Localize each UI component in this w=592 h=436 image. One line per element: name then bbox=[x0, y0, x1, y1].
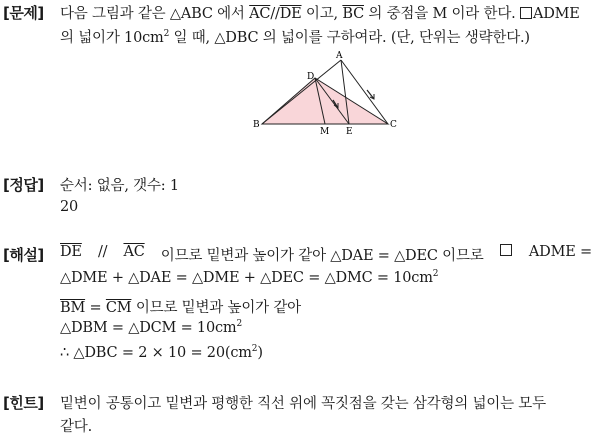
segment-name: $\overline{AC}$ bbox=[249, 6, 271, 22]
text-run: ADME = bbox=[528, 244, 592, 260]
hint-line-2: 같다. bbox=[60, 419, 93, 435]
text-run: 다음 그림과 같은 △ABC 에서 bbox=[60, 6, 250, 22]
segment-name: $\overline{CM}$ bbox=[105, 300, 132, 316]
text-run: // bbox=[270, 6, 280, 22]
answer-line-1: 순서: 없음, 갯수: 1 bbox=[60, 178, 179, 194]
text-run: 이므로 밑변과 높이가 같아 △DAE = △DEC 이므로 bbox=[160, 248, 484, 264]
superscript: 2 bbox=[432, 269, 439, 279]
superscript: 2 bbox=[236, 319, 242, 329]
text-run: 이므로 밑변과 높이가 같아 bbox=[131, 300, 301, 316]
text-run: ) bbox=[257, 345, 263, 361]
solution-line-5 bbox=[60, 345, 263, 361]
text-run: ∴ △DBC = 2 × 10 = 20(cm bbox=[60, 345, 252, 361]
segment-name: $\overline{BM}$ bbox=[60, 300, 86, 316]
text-run: 의 중점을 M 이라 한다. bbox=[363, 6, 520, 22]
label-a: A bbox=[336, 51, 343, 61]
triangle-figure bbox=[252, 50, 402, 140]
label-d: D bbox=[307, 72, 315, 82]
segment-name: $\overline{DE}$ bbox=[279, 6, 302, 22]
answer-tag: [정답] bbox=[3, 176, 44, 194]
solution-line-2 bbox=[60, 270, 438, 286]
problem-line-2 bbox=[60, 26, 530, 47]
text-run: // bbox=[97, 244, 108, 260]
square-symbol bbox=[520, 7, 532, 19]
solution-line-4 bbox=[60, 320, 242, 336]
label-c: C bbox=[390, 120, 397, 130]
solution-tag: [해설] bbox=[3, 246, 44, 264]
hint-line-1: 밑변이 공통이고 밑변과 평행한 직선 위에 꼭짓점을 갖는 삼각형의 넓이는 모두 bbox=[60, 396, 546, 412]
segment-name: $\overline{AC}$ bbox=[123, 244, 145, 260]
text-run: = bbox=[85, 300, 106, 316]
answer-value: 20 bbox=[60, 199, 79, 215]
segment-name: $\overline{BC}$ bbox=[342, 6, 364, 22]
superscript: 2 bbox=[163, 29, 170, 39]
hint-tag: [힌트] bbox=[3, 394, 44, 412]
square-symbol bbox=[500, 244, 512, 256]
problem-line-1 bbox=[60, 2, 580, 23]
text-run: 일 때, △DBC 의 넓이를 구하여라. (단, 단위는 생략한다.) bbox=[169, 30, 530, 46]
problem-tag: [문제] bbox=[3, 4, 44, 22]
superscript: 2 bbox=[251, 344, 258, 354]
shaded-triangle-dbc bbox=[262, 78, 388, 124]
text-run: 이고, bbox=[301, 6, 343, 22]
text-run: ADME bbox=[532, 6, 580, 22]
text-run: △DME + △DAE = △DME + △DEC = △DMC = 10cm bbox=[60, 270, 433, 286]
label-m: M bbox=[320, 127, 330, 137]
text-run: △DBM = △DCM = 10cm bbox=[60, 320, 237, 336]
text-run: 의 넓이가 10cm bbox=[60, 30, 164, 46]
solution-line-1 bbox=[60, 244, 592, 265]
label-e: E bbox=[346, 127, 353, 137]
label-b: B bbox=[253, 120, 260, 130]
segment-name: $\overline{DE}$ bbox=[60, 244, 82, 260]
solution-line-3 bbox=[60, 296, 301, 317]
